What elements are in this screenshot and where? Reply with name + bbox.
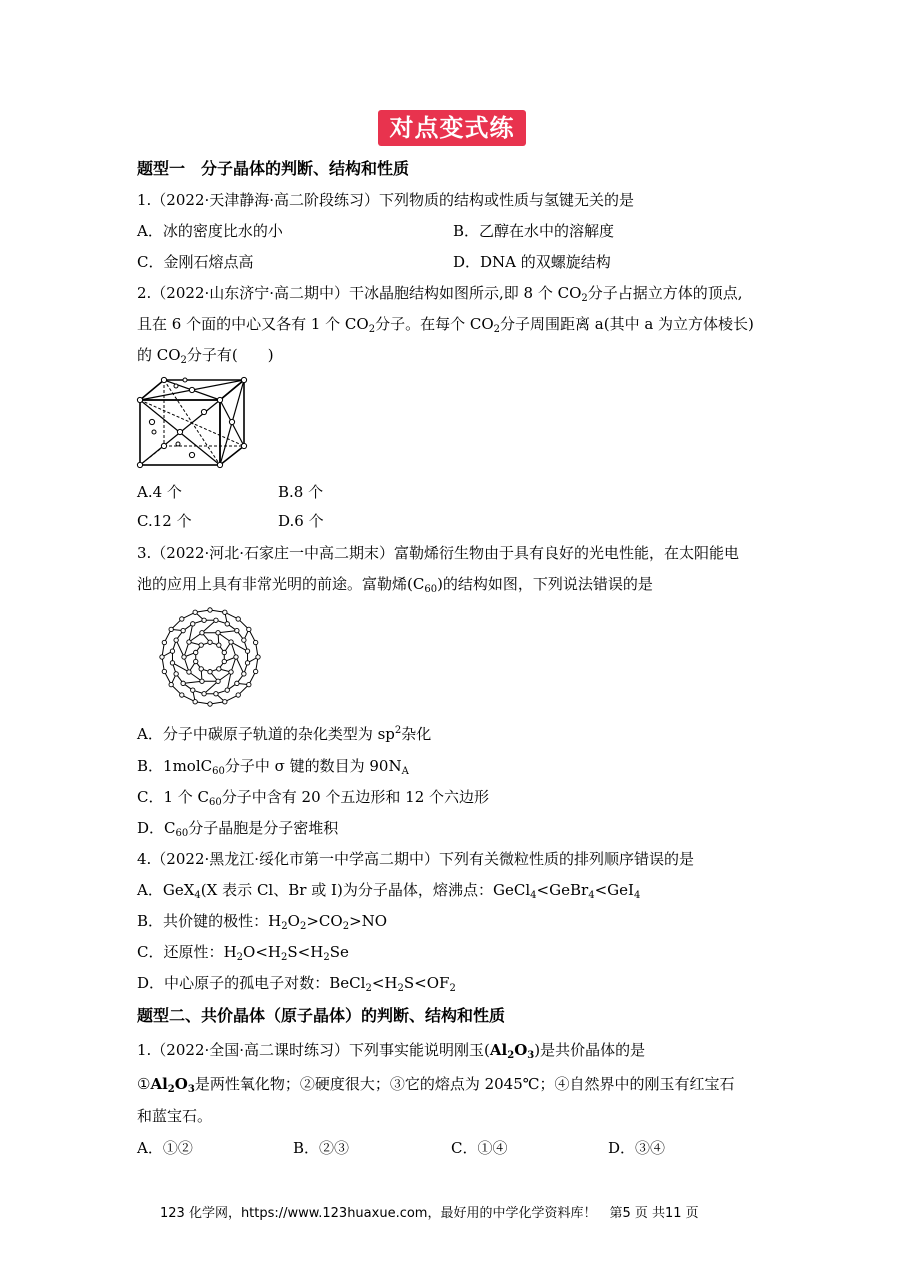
q1-option-c: C．金刚石熔点高: [137, 253, 254, 271]
bond: [183, 681, 202, 683]
q3-option-d: D．$C_{60}$分子晶胞是分子密堆积: [137, 819, 339, 839]
q5-stem-line1: 1.（2022·全国·高二课时练习）下列事实能说明刚玉$(Al_2O_3)$是共价晶体的是: [137, 1041, 646, 1061]
carbon-atom: [208, 702, 212, 706]
carbon-atom: [234, 655, 238, 659]
q4-stem: 4.（2022·黑龙江·绥化市第一中学高二期中）下列有关微粒性质的排列顺序错误的是: [137, 850, 695, 868]
al2o3-formula: $Al_2O_3$: [150, 1075, 195, 1095]
carbon-atom: [208, 670, 212, 674]
q5-option-a: A．①②: [137, 1139, 193, 1157]
carbon-atom: [191, 622, 195, 626]
q1-option-d: D．DNA 的双螺旋结构: [453, 253, 611, 271]
carbon-atom: [245, 661, 249, 665]
carbon-atom: [181, 628, 185, 632]
carbon-atom: [235, 681, 239, 685]
carbon-atom: [247, 627, 251, 631]
carbon-atom: [170, 661, 174, 665]
q2-stem-line3: 的 $CO_2$分子有( ): [137, 346, 274, 366]
page-footer: 123 化学网，https://www.123huaxue.com，最好用的中学化学资料库！ 第5 页 共11 页: [160, 1206, 699, 1221]
q4-option-a: A．GeX$_4$(X 表示 Cl、Br 或 I)为分子晶体，熔沸点：GeCl$_4$<GeBr$_4$<GeI$_4$: [137, 881, 641, 901]
carbon-atom: [235, 628, 239, 632]
carbon-atom: [214, 692, 218, 696]
carbon-atom: [216, 679, 220, 683]
q2-option-d: D.6 个: [278, 512, 324, 530]
carbon-atom: [160, 655, 164, 659]
carbon-atom: [222, 659, 226, 663]
bond: [218, 631, 237, 633]
carbon-atom: [194, 650, 198, 654]
carbon-atom: [229, 640, 233, 644]
carbon-atom: [222, 650, 226, 654]
carbon-atom: [242, 672, 246, 676]
carbon-atom: [256, 655, 260, 659]
carbon-atom: [187, 640, 191, 644]
carbon-atom: [223, 700, 227, 704]
q3-stem-line2: 池的应用上具有非常光明的前途。富勒烯$(C_{60})$的结构如图，下列说法错误的是: [137, 575, 653, 595]
carbon-atom: [180, 617, 184, 621]
carbon-atom: [174, 638, 178, 642]
carbon-atom: [247, 682, 251, 686]
carbon-atom: [225, 688, 229, 692]
carbon-atom: [245, 649, 249, 653]
carbon-atom: [229, 670, 233, 674]
carbon-atom: [216, 631, 220, 635]
carbon-atom: [242, 638, 246, 642]
q3-option-b: B．1molC$_{60}$分子中 σ 键的数目为 $90N_A$: [137, 757, 409, 777]
q4-option-b: B．共价键的极性：$H_2O_2>CO_2>NO$: [137, 912, 388, 932]
carbon-atom: [208, 608, 212, 612]
q5-stem-line3: 和蓝宝石。: [137, 1107, 213, 1125]
carbon-atom: [202, 692, 206, 696]
carbon-atom: [200, 679, 204, 683]
q3-option-c: C．1 个 $C_{60}$分子中含有 20 个五边形和 12 个六边形: [137, 788, 490, 808]
carbon-atom: [180, 693, 184, 697]
carbon-atom: [208, 640, 212, 644]
dry-ice-unit-cell-figure: [132, 374, 252, 470]
q2-option-a: A.4 个: [137, 483, 182, 501]
carbon-atom: [162, 669, 166, 673]
carbon-atom: [193, 610, 197, 614]
carbon-atom: [182, 655, 186, 659]
carbon-atom: [193, 700, 197, 704]
carbon-atom: [181, 681, 185, 685]
carbon-atom: [169, 627, 173, 631]
section-2-title: 题型二、共价晶体（原子晶体）的判断、结构和性质: [137, 1006, 506, 1025]
carbon-atom: [191, 688, 195, 692]
fullerene-c60-figure: [138, 602, 288, 712]
q2-stem-line1: 2.（2022·山东济宁·高二期中）干冰晶胞结构如图所示,即 8 个 $CO_2$分子占据立方体的顶点,: [137, 284, 743, 304]
bond: [176, 640, 184, 657]
q2-option-c: C.12 个: [137, 512, 192, 530]
carbon-atom: [253, 640, 257, 644]
carbon-atom: [225, 622, 229, 626]
carbon-atom: [217, 667, 221, 671]
carbon-atom: [170, 649, 174, 653]
carbon-atom: [194, 659, 198, 663]
bond: [236, 657, 244, 674]
q5-stem-line2: $①Al_2O_3$是两性氧化物；②硬度很大；③它的熔点为 2045℃；④自然界中的刚玉有红宝石: [137, 1075, 735, 1095]
carbon-atom: [162, 640, 166, 644]
carbon-atom: [217, 643, 221, 647]
carbon-atom: [200, 631, 204, 635]
carbon-atom: [199, 667, 203, 671]
carbon-atom: [214, 618, 218, 622]
al2o3-formula: $Al_2O_3$: [489, 1041, 535, 1061]
carbon-atom: [236, 617, 240, 621]
q2-option-b: B.8 个: [278, 483, 324, 501]
carbon-atom: [253, 669, 257, 673]
q5-option-d: D．③④: [608, 1139, 666, 1157]
q5-option-c: C．①④: [451, 1139, 508, 1157]
q5-option-b: B．②③: [293, 1139, 350, 1157]
carbon-atom: [202, 618, 206, 622]
carbon-atom: [187, 670, 191, 674]
section-1-title: 题型一 分子晶体的判断、结构和性质: [137, 159, 410, 178]
q1-option-b: B．乙醇在水中的溶解度: [453, 222, 615, 240]
carbon-atom: [174, 672, 178, 676]
carbon-atom: [236, 693, 240, 697]
q3-option-a: A．分子中碳原子轨道的杂化类型为 $sp^2$杂化: [137, 725, 432, 743]
carbon-atom: [223, 610, 227, 614]
carbon-atom: [169, 682, 173, 686]
q2-stem-line2: 且在 6 个面的中心又各有 1 个 $CO_2$分子。在每个 $CO_2$分子周围距离 a(其中 a 为立方体棱长): [137, 315, 754, 335]
q3-stem-line1: 3.（2022·河北·石家庄一中高二期末）富勒烯衍生物由于具有良好的光电性能，在太阳能电: [137, 544, 740, 562]
q4-option-c: C．还原性：$H_2O<H_2S<H_2Se$: [137, 943, 349, 963]
q1-option-a: A．冰的密度比水的小: [137, 222, 283, 240]
section-banner: 对点变式练: [378, 110, 526, 146]
carbon-atom: [199, 643, 203, 647]
q4-option-d: D．中心原子的孤电子对数：$BeCl_2<H_2S<OF_2$: [137, 974, 456, 994]
q1-stem: 1.（2022·天津静海·高二阶段练习）下列物质的结构或性质与氢键无关的是: [137, 191, 635, 209]
